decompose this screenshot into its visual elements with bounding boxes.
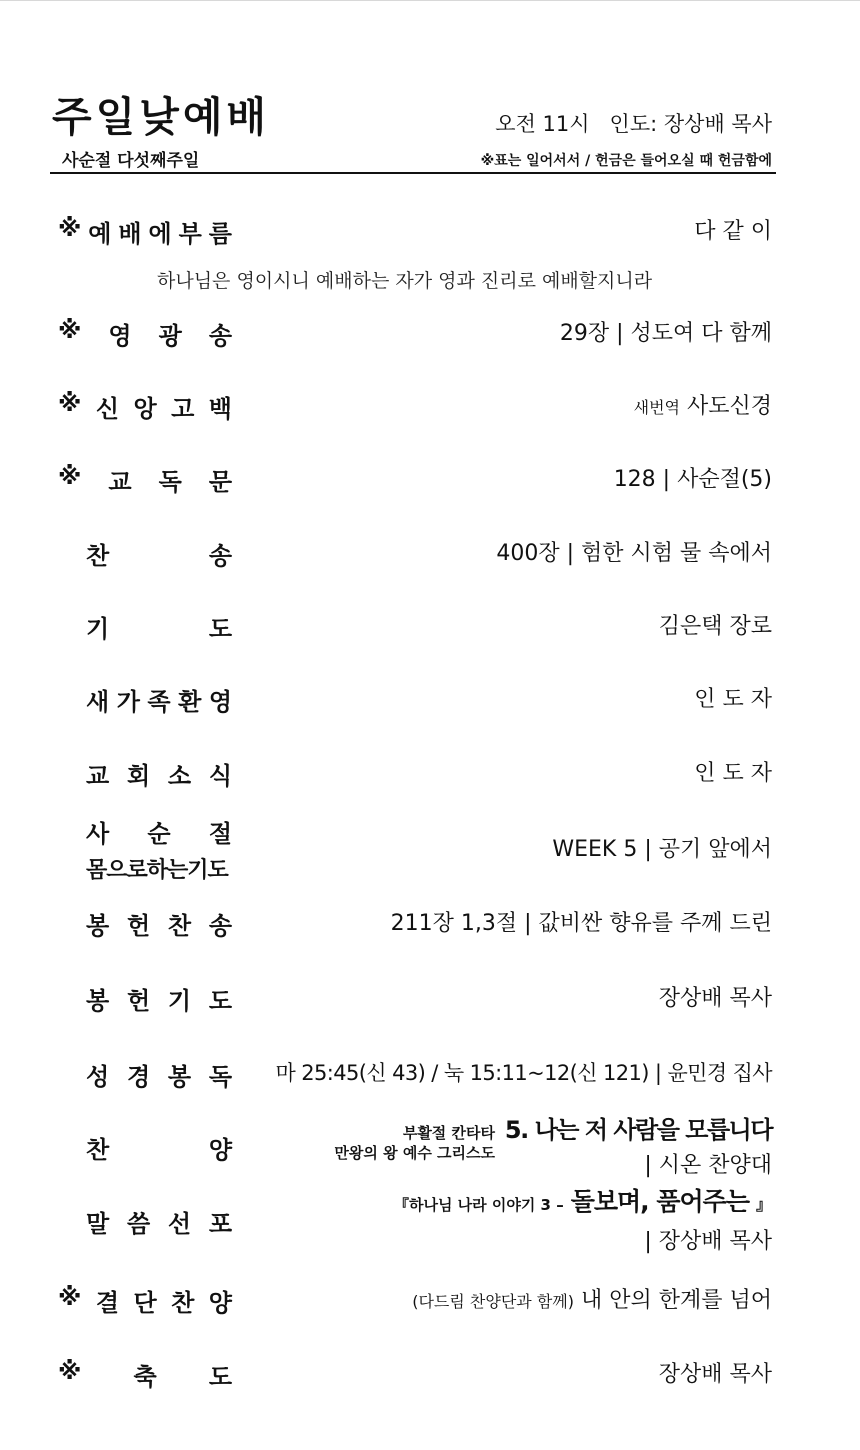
- translation-note: 새번역: [633, 398, 680, 417]
- standing-mark: ※: [58, 389, 82, 417]
- order-value: 다 같 이: [694, 219, 772, 244]
- order-label: 사 순 절 몸으로하는기도: [86, 820, 232, 883]
- cantata-subtitle: 만왕의 왕 예수 그리스도: [334, 1144, 495, 1162]
- order-label: ※ 신 앙 고 백: [58, 389, 232, 423]
- header-divider: [50, 172, 776, 174]
- choir-name: | 시온 찬양대: [644, 1153, 772, 1178]
- anthem-title: 5. 나는 저 사람을 모릅니다: [504, 1116, 772, 1144]
- order-value: 인 도 자: [694, 761, 772, 786]
- standing-mark: ※: [58, 1357, 82, 1385]
- order-label: 새 가 족 환 영: [86, 688, 232, 716]
- scripture-verse: 하나님은 영이시니 예배하는 자가 영과 진리로 예배할지니라: [157, 270, 653, 292]
- order-label: ※ 예 배 에 부 름: [58, 214, 232, 248]
- order-label: ※ 축 도: [58, 1357, 232, 1391]
- order-value: 128 | 사순절(5): [613, 467, 772, 492]
- order-value: 마 25:45(신 43) / 눅 15:11~12(신 121) | 윤민경 집사: [275, 1061, 772, 1085]
- sermon-title: 『하나님 나라 이야기 3 – 돌보며, 품어주는 』: [393, 1187, 772, 1216]
- order-value: 장상배 목사: [658, 986, 772, 1011]
- order-label: ※ 교 독 문: [58, 462, 232, 496]
- standing-mark: ※: [58, 1283, 82, 1311]
- order-label: 기 도: [86, 615, 232, 643]
- order-label: 성 경 봉 독: [86, 1063, 232, 1091]
- liturgical-week: 사순절 다섯째주일: [62, 151, 200, 171]
- order-value: 장상배 목사: [658, 1362, 772, 1387]
- standing-mark: ※: [58, 214, 82, 242]
- order-value: WEEK 5 | 공기 앞에서: [552, 837, 772, 862]
- order-label: 찬 송: [86, 542, 232, 570]
- order-label: 봉 헌 찬 송: [86, 912, 232, 940]
- standing-mark: ※: [58, 462, 82, 490]
- order-value: (다드림 찬양단과 함께) 내 안의 한계를 넘어: [412, 1288, 772, 1313]
- page-top-border: [0, 0, 860, 1]
- order-value: 인 도 자: [694, 687, 772, 712]
- order-value: 29장 | 성도여 다 함께: [559, 321, 772, 346]
- order-label: 봉 헌 기 도: [86, 987, 232, 1015]
- worship-team-note: (다드림 찬양단과 함께): [412, 1292, 574, 1311]
- worship-instructions: ※표는 일어서서 / 헌금은 들어오실 때 헌금함에: [480, 153, 772, 169]
- order-value: 새번역 사도신경: [633, 394, 772, 419]
- order-label: 말 씀 선 포: [86, 1210, 232, 1238]
- preacher-name: | 장상배 목사: [644, 1229, 772, 1254]
- order-value: 211장 1,3절 | 값비싼 향유를 주께 드린: [390, 911, 772, 936]
- order-label: 찬 양: [86, 1136, 232, 1164]
- cantata-title: 부활절 칸타타: [402, 1124, 495, 1142]
- order-value: 400장 | 험한 시험 물 속에서: [496, 541, 772, 566]
- order-label: ※ 결 단 찬 양: [58, 1283, 232, 1317]
- page-title: 주일낮예배: [52, 93, 271, 141]
- order-label: 교 회 소 식: [86, 762, 232, 790]
- service-time-and-leader: 오전 11시 인도: 장상배 목사: [495, 112, 772, 136]
- standing-mark: ※: [58, 316, 82, 344]
- order-value: 김은택 장로: [658, 614, 772, 639]
- order-label: ※ 영 광 송: [58, 316, 232, 350]
